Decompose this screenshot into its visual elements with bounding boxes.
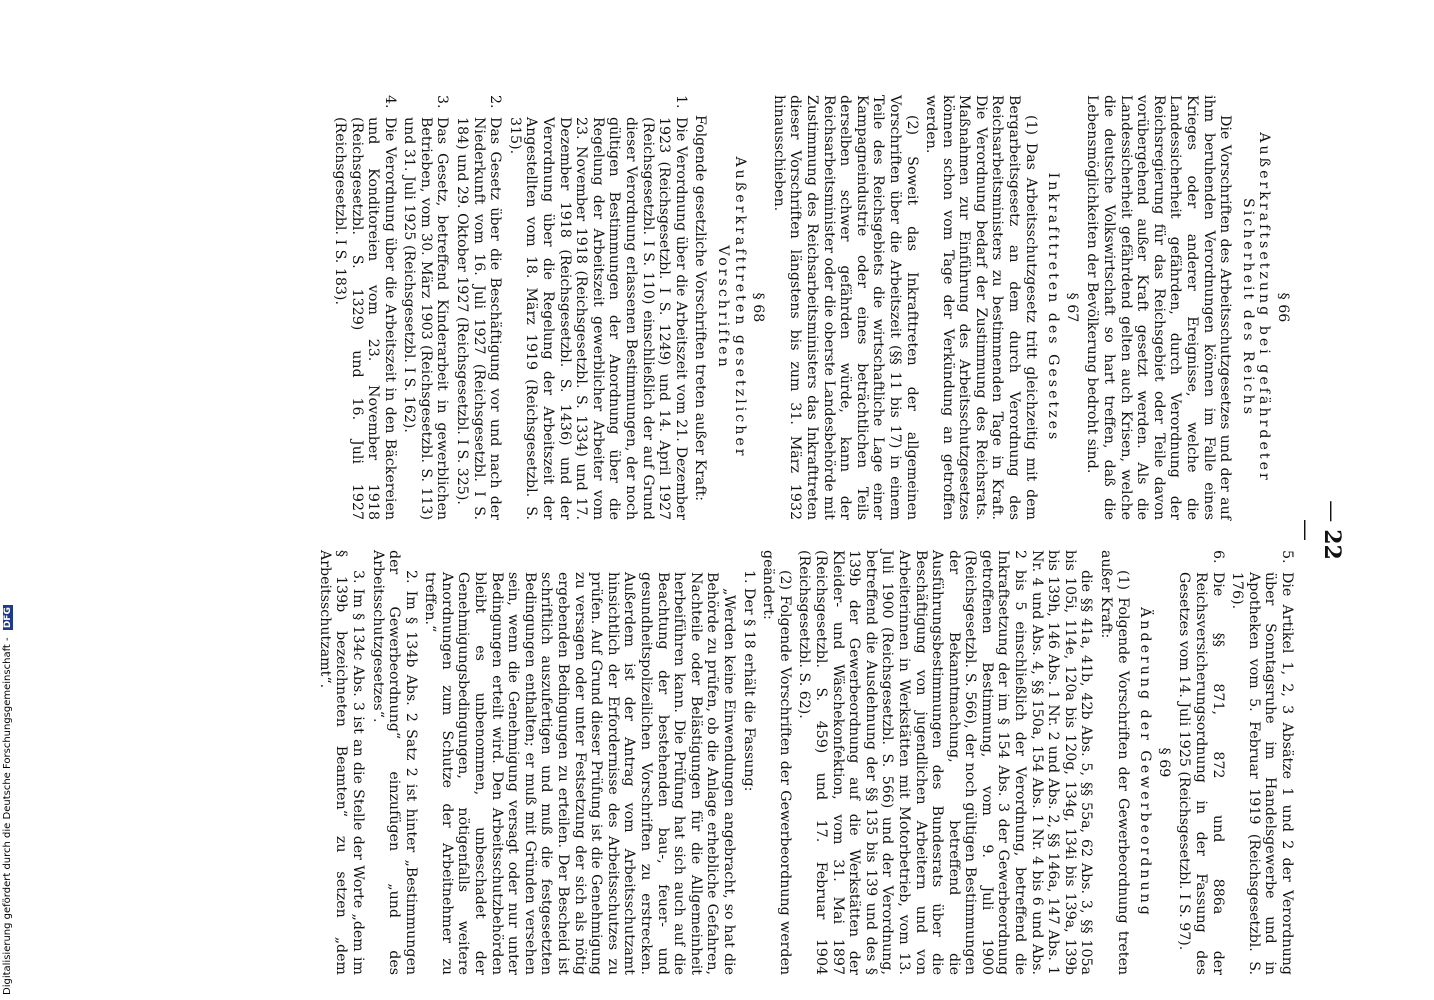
list-item-number: 5. — [1279, 550, 1295, 564]
section-68-intro: Folgende gesetzliche Vorschriften treten außer Kraft: — [692, 115, 709, 502]
section-67-title: Inkrafttreten des Gesetzes — [1045, 172, 1062, 443]
section-67-number: § 67 — [1063, 292, 1080, 323]
list-item-number: 6. — [1209, 550, 1226, 564]
left-column — [328, 95, 1295, 520]
section-66-paragraph: Die Vorschriften des Arbeitsschutzgesetzes und der auf ihm beruhenden Verordnungen können im Falle eines Krieges oder anderer Ereignisse, welche die Landessicherheit gefährden, durch Verordnung der Reichsregierung für das Reichsgebiet oder Teile davon vorübergehend außer Kraft gesetzt werden. Als die Landessicherheit gefährdend gelten auch Krisen, welche die deutsche Volkswirtschaft so hart treffen, daß die Lebensmöglichkeiten der Bevölkerung bedroht sind. — [1084, 95, 1234, 520]
section-66-number: § 66 — [1275, 292, 1291, 323]
amendment-item-1: 1. Der § 18 erhält die Fassung: — [740, 570, 757, 792]
dfg-logo-icon: DFG — [3, 607, 13, 629]
right-column — [313, 550, 1295, 975]
list-item-text: Die Verordnung über die Arbeitszeit in den Bäckereien und Konditoreien vom 23. November 1918 (Reichsgesetzbl. S. 1329) und 16. Juli 1927 (Reichsgesetzbl. I S. 183). — [331, 117, 398, 520]
digitization-credit — [2, 605, 13, 995]
page-number: — 22 — — [1293, 490, 1345, 570]
amendment-quote: „Werden keine Einwendungen angebracht, so hat die Behörde zu prüfen, ob die Anlage erhebliche Gefahren, Nachteile oder Belästigungen für die Allgemeinheit herbeiführen kann. Die Prüfung hat sich auch auf die Beachtung der bestehenden bau-, feuer- und gesundheitspolizeilichen Vorschriften zu erstrecken. Außerdem ist der Antrag vom Arbeitsschutzamt hinsichtlich der Erfordernisse des Arbeitsschutzes zu prüfen. Auf Grund dieser Prüfung ist die Genehmigung zu versagen oder unter Festsetzung der sich als nötig ergebenden Bedingungen zu erteilen. Der Bescheid ist schriftlich auszufertigen und muß die festgesetzten Bedingungen enthalten; er muß mit Gründen versehen sein, wenn die Genehmigung versagt oder nur unter Bedingungen erteilt wird. Den Arbeitsschutzbehörden bleibt es unbenommen, unbeschadet der Genehmigungsbedingungen, nötigenfalls weitere Anordnungen zum Schutze der Arbeitnehmer zu treffen.“ — [422, 572, 737, 975]
list-item-number: 3. — [434, 95, 451, 109]
list-item — [454, 95, 504, 520]
rotated-document — [145, 80, 1345, 980]
list-item-text: Die Artikel 1, 2, 3 Absätze 1 und 2 der Verordnung über Sonntagsruhe im Handelsgewerbe und in Apotheken vom 5. Februar 1919 (Reichsgesetzbl. S. 176). — [1229, 572, 1295, 975]
list-item — [506, 95, 689, 520]
section-67-paragraph-2: (2) Soweit das Inkrafttreten der allgemeinen Vorschriften über die Arbeitszeit (§§ 11 bis 17) in einem Teile des Reichsgebiets die wirtschaftliche Lage einer Kampagneindustrie oder eines beträchtlichen Teils derselben schwer gefährden würde, kann der Reichsarbeitsminister oder die oberste Landesbehörde mit Zustimmung des Reichsarbeitsministers das Inkrafttreten dieser Vorschriften längstens bis zum 31. März 1932 hinausschieben. — [770, 95, 920, 520]
section-69-number: § 69 — [1155, 747, 1172, 778]
list-item-text: Das Gesetz, betreffend Kinderarbeit in gewerblichen Betrieben, vom 30. März 1903 (Reichsgesetzbl. S. 113) und 31. Juli 1925 (Reichsgesetzbl. I S. 162). — [401, 117, 451, 520]
list-item — [1229, 550, 1295, 975]
list-item-text: Die Verordnung über die Arbeitszeit vom 21. Dezember 1923 (Reichsgesetzbl. I S. 1249) und 14. April 1927 (Reichsgesetzbl. I S. 110) einschließlich der auf Grund dieser Verordnung erlassenen Bestimmungen, der noch gültigen Bestimmungen der Anordnung über die Regelung der Arbeitszeit gewerblicher Arbeiter vom 23. November 1918 (Reichsgesetzbl. S. 1334) und 17. Dezember 1918 (Reichsgesetzbl. S. 1436) und der Verordnung über die Regelung der Arbeitszeit der Angestellten vom 18. März 1919 (Reichsgesetzbl. S. 315). — [506, 117, 689, 520]
section-69-paragraph-2: (2) Folgende Vorschriften der Gewerbeordnung werden geändert: — [760, 550, 793, 975]
list-item — [401, 95, 451, 520]
section-69-repealed-list: die §§ 41a, 41b, 42b Abs. 5, §§ 55a, 62 Abs. 3, §§ 105a bis 105i, 114e, 120a bis 120g, 134g, 134i bis 139a, 139b bis 139h, 146 Abs. 1 Nr. 2 und Abs. 2, §§ 146a, 147 Abs. 1 Nr. 4 und Abs. 4, §§ 150a, 154 Abs. 1 Nr. 4 bis 6 und Abs. 2 bis 5 einschließlich der Verordnung, betreffend die Inkraftsetzung der im § 154 Abs. 3 der Gewerbeordnung getroffenen Bestimmung, vom 9. Juli 1900 (Reichsgesetzbl. S. 566), der noch gültigen Bestimmungen der Bekanntmachung, betreffend die Ausführungsbestimmungen des Bundesrats über die Beschäftigung von jugendlichen Arbeitern und von Arbeiterinnen in Werkstätten mit Motorbetrieb, vom 13. Juli 1900 (Reichsgesetzbl. S. 566) und der Verordnung, betreffend die Ausdehnung der §§ 135 bis 139 und des § 139b der Gewerbeordnung auf die Werkstätten der Kleider- und Wäschekonfektion, vom 31. Mai 1897 (Reichsgesetzbl. S. 459) und 17. Februar 1904 (Reichsgesetzbl. S. 62). — [796, 550, 1095, 975]
section-69-title: Änderung der Gewerbeordnung — [1137, 607, 1154, 918]
list-item-number: 1. — [672, 95, 689, 109]
section-68-number: § 68 — [750, 292, 767, 323]
list-item-number: 2. — [487, 95, 504, 109]
section-66-title: Außerkraftsetzung bei gefährdeter Sicherheit des Reichs — [1239, 132, 1273, 483]
section-68-title: Außerkrafttreten gesetzlicher Vorschriften — [715, 156, 748, 459]
section-69-paragraph-1: (1) Folgende Vorschriften der Gewerbeordnung treten außer Kraft: — [1098, 550, 1131, 975]
section-67-paragraph-1: (1) Das Arbeitsschutzgesetz tritt gleichzeitig mit dem Bergarbeitsgesetz an dem durch Verordnung des Reichsarbeitsministers zu bestimmenden Tage in Kraft. Die Verordnung bedarf der Zustimmung des Reichsrats. Maßnahmen zur Einführung des Arbeitsschutzgesetzes können schon vom Tage der Verkündung an getroffen werden. — [923, 95, 1039, 520]
list-item-text: Das Gesetz über die Beschäftigung vor und nach der Niederkunft vom 16. Juli 1927 (Reichsgesetzbl. I S. 184) und 29. Oktober 1927 (Reichsgesetzbl. I S. 325). — [454, 117, 504, 520]
list-item — [1176, 550, 1226, 975]
amendment-item-3: 3. Im § 134c Abs. 3 ist an die Stelle der Worte „dem im § 139b bezeichneten Beamten“ zu setzen „dem Arbeitsschutzamt“. — [316, 550, 366, 975]
list-item — [331, 95, 397, 520]
amendment-item-2: 2. Im § 134b Abs. 2 Satz 2 ist hinter „Bestimmungen der Gewerbeordnung“ einzufügen „und des Arbeitsschutzgesetzes“. — [369, 550, 419, 975]
page-header — [1305, 80, 1345, 980]
list-item-number: 4. — [381, 95, 398, 109]
list-item-text: Die §§ 871, 872 und 886a der Reichsversicherungsordnung in der Fassung des Gesetzes vom 14. Juli 1925 (Reichsgesetzbl. I S. 97). — [1176, 572, 1226, 975]
digitization-credit-text: Digitalisierung gefördert durch die Deutsche Forschungsgemeinschaft - — [2, 637, 13, 995]
